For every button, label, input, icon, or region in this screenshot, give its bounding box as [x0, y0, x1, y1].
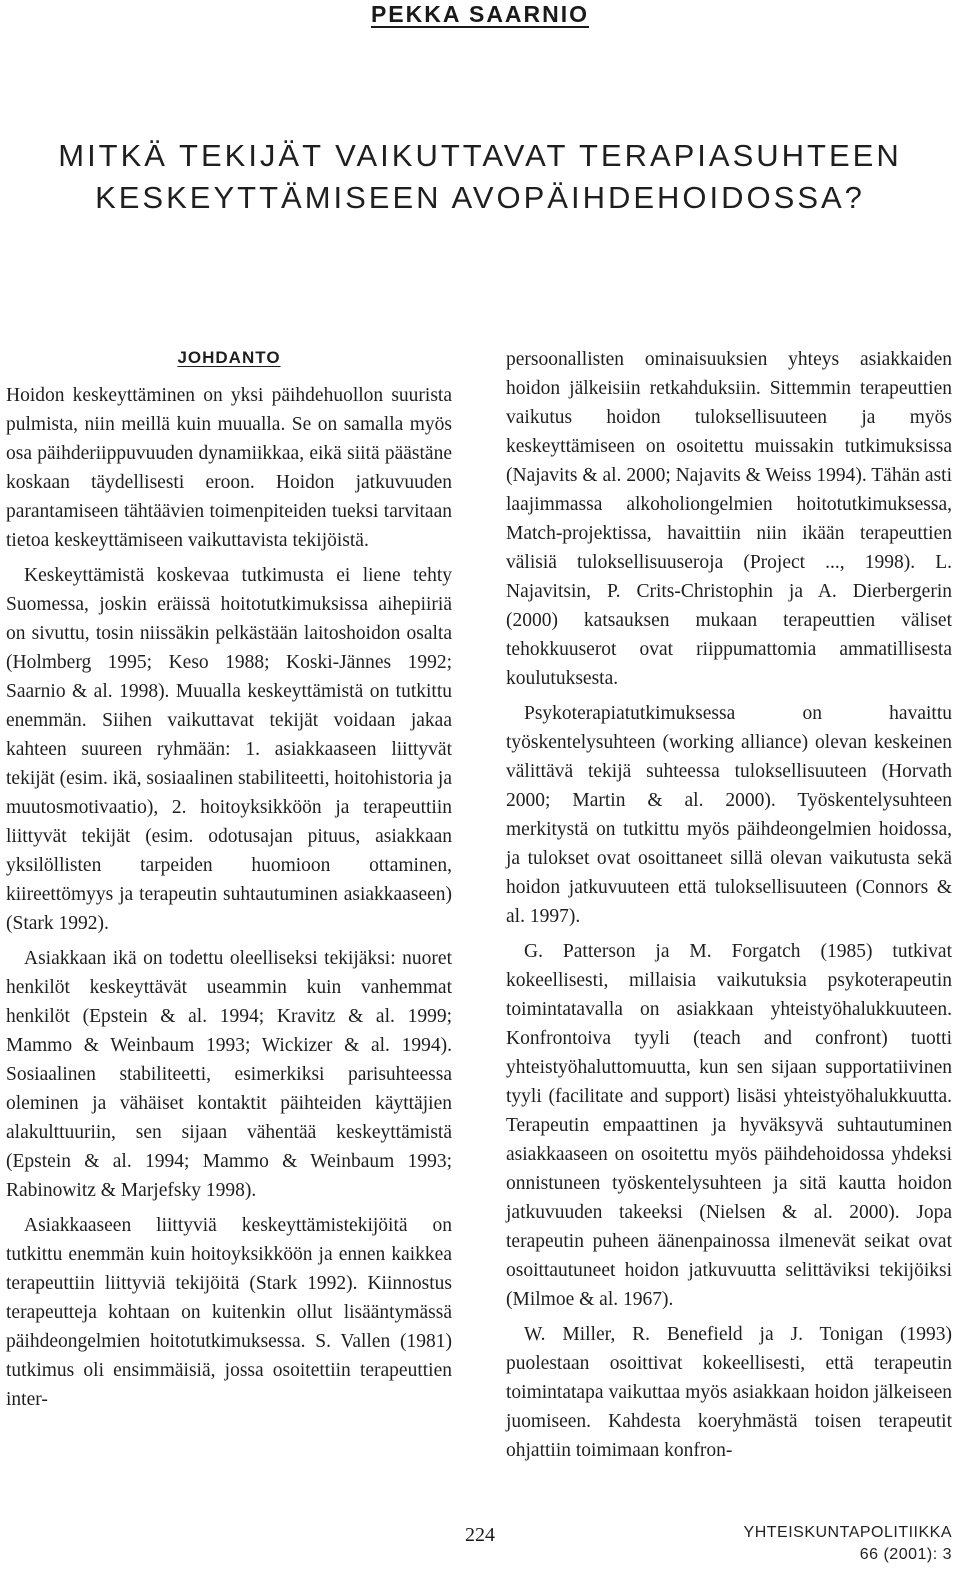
author-name [0, 0, 960, 28]
paragraph: persoonallisten ominaisuuksien yhteys asiakkaiden hoidon jälkeisiin retkahduksiin. Sittemmin terapeuttien vaikutus hoidon tuloksellisuuteen ja myös keskeyttämiseen on osoitettu muissakin tutkimuksissa (Najavits & al. 2000; Najavits & Weiss 1994). Tähän asti laajimmassa alkoholiongelmien hoitotutkimuksessa, Match-projektissa, havaittiin niin ikään terapeuttien välisiä tuloksellisuuseroja (Project ..., 1998). L. Najavitsin, P. Crits-Christophin ja A. Dierbergerin (2000) katsauksen mukaan terapeuttien väliset tehokkuuserot ovat riippumattomia ammatillisesta koulutuksesta. [506, 349, 952, 689]
article-title [0, 135, 960, 219]
article-title-line-1: MITKÄ TEKIJÄT VAIKUTTAVAT TERAPIASUHTEEN [58, 137, 902, 173]
article-title-line-2: KESKEYTTÄMISEEN AVOPÄIHDEHOIDOSSA? [95, 179, 865, 215]
author-name-text: PEKKA SAARNIO [370, 1, 590, 27]
paragraph: G. Patterson ja M. Forgatch (1985) tutkivat kokeellisesti, millaisia vaikutuksia psykoterapeutin toimintatavalla on asiakkaan yhteistyöhalukkuuteen. Konfrontoiva tyyli (teach and confront) tuotti yhteistyöhaluttomuutta, kun sen sijaan supportatiivinen tyyli (facilitate and support) lisäsi yhteistyöhalukkuutta. Terapeutin empaattinen ja hyväksyvä suhtautuminen asiakkaaseen on osoitettu myös päihdehoidossa yhdeksi onnistuneen työskentelysuhteen ja sitä kautta hoidon jatkuvuuden takeeksi (Nielsen & al. 2000). Jopa terapeutin puheen äänenpainossa ilmenevät seikat ovat osoittautuneet hoidon jatkuvuutta selittäviksi tekijöiksi (Milmoe & al. 1967). [506, 941, 952, 1310]
page-number: 224 [465, 1524, 495, 1546]
right-column [506, 345, 952, 1471]
paragraph: Keskeyttämistä koskevaa tutkimusta ei liene tehty Suomessa, joskin eräissä hoitotutkimuksissa aihepiiriä on sivuttu, tosin niissäkin pelkästään laitoshoidon osalta (Holmberg 1995; Keso 1988; Koski-Jännes 1992; Saarnio & al. 1998). Muualla keskeyttämistä on tutkittu enemmän. Siihen vaikuttavat tekijät voidaan jakaa kahteen suureen ryhmään: 1. asiakkaaseen liittyvät tekijät (esim. ikä, sosiaalinen stabiliteetti, hoitohistoria ja muutosmotivaatio), 2. hoitoyksikköön ja terapeuttiin liittyvät tekijät (esim. odotusajan pituus, asiakkaan yksilöllisten tarpeiden huomioon ottaminen, kiireettömyys ja terapeutin suhtautuminen asiakkaaseen) (Stark 1992). [6, 565, 452, 934]
section-heading: JOHDANTO [177, 348, 281, 367]
paragraph: Asiakkaaseen liittyviä keskeyttämistekijöitä on tutkittu enemmän kuin hoitoyksikköön ja ennen kaikkea terapeuttiin liittyviä tekijöitä (Stark 1992). Kiinnostus terapeutteja kohtaan on kuitenkin ollut lisääntymässä päihdeongelmien hoitotutkimuksessa. S. Vallen (1981) tutkimus oli ensimmäisiä, jossa osoitettiin terapeuttien inter- [6, 1215, 452, 1410]
journal-info [744, 1522, 952, 1566]
paragraph: Psykoterapiatutkimuksessa on havaittu työskentelysuhteen (working alliance) olevan keskeinen välittävä tekijä suhteessa tuloksellisuuteen (Horvath 2000; Martin & al. 2000). Työskentelysuhteen merkitystä on tutkittu myös päihdeongelmien hoidossa, ja tulokset ovat osoittaneet sillä olevan vaikutusta sekä hoidon jatkuvuuteen että tuloksellisuuteen (Connors & al. 1997). [506, 703, 952, 927]
left-column [6, 345, 452, 1420]
paragraph: Hoidon keskeyttäminen on yksi päihdehuollon suurista pulmista, niin meillä kuin muualla. Se on samalla myös osa päihderiippuvuuden dynamiikkaa, eikä siitä päästäne koskaan täydellisesti eroon. Hoidon jatkuvuuden parantamiseen tähtäävien toimenpiteiden tueksi tarvitaan tietoa keskeyttämiseen vaikuttavista tekijöistä. [6, 385, 452, 551]
paragraph: Asiakkaan ikä on todettu oleelliseksi tekijäksi: nuoret henkilöt keskeyttävät useammin kuin vanhemmat henkilöt (Epstein & al. 1994; Kravitz & al. 1999; Mammo & Weinbaum 1993; Wickizer & al. 1994). Sosiaalinen stabiliteetti, esimerkiksi parisuhteessa oleminen ja vähäiset kontaktit päihteiden käyttäjien alakulttuuriin, sen sijaan vähentää keskeyttämistä (Epstein & al. 1994; Mammo & Weinbaum 1993; Rabinowitz & Marjefsky 1998). [6, 948, 452, 1201]
journal-issue: 66 (2001): 3 [859, 1546, 952, 1563]
journal-name: YHTEISKUNTAPOLITIIKKA [743, 1524, 952, 1541]
paragraph: W. Miller, R. Benefield ja J. Tonigan (1993) puolestaan osoittivat kokeellisesti, että terapeutin toimintatapa vaikuttaa myös asiakkaan hoidon jälkeiseen juomiseen. Kahdesta koeryhmästä toisen terapeutit ohjattiin toimimaan konfron- [506, 1324, 952, 1461]
